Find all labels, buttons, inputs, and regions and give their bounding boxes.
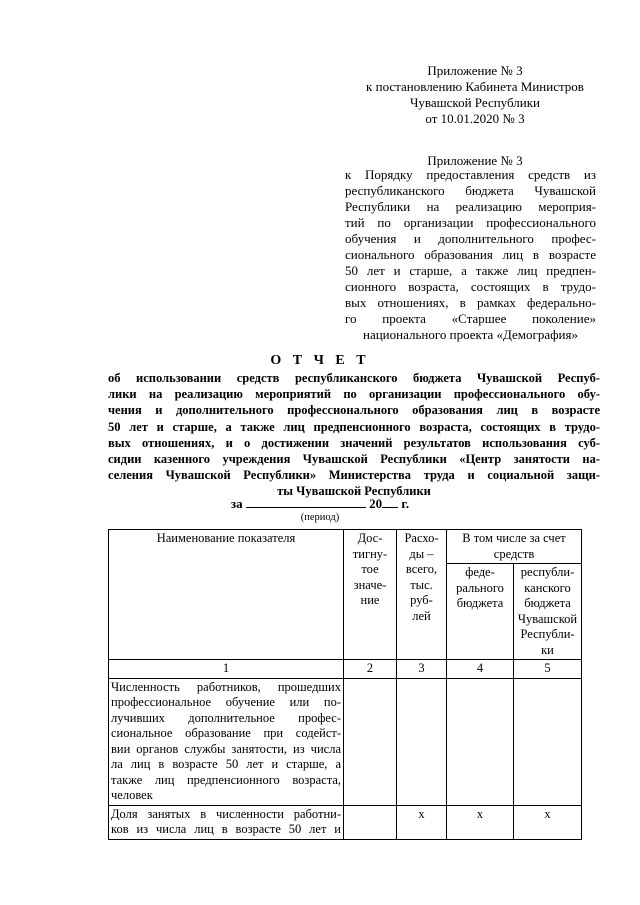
indicator-line: человек xyxy=(111,788,153,802)
period-blank-field[interactable] xyxy=(246,495,366,508)
report-subtitle xyxy=(108,370,600,500)
header-text-line: всего, xyxy=(405,562,438,576)
indicator-line: также лиц предпенсионного возраста, xyxy=(111,772,341,787)
subtitle-line: об использовании средств республиканского бюджета Чувашской Респуб- xyxy=(108,371,600,385)
appendix-line: Чувашской Республики xyxy=(409,95,541,110)
header-text-line: значе- xyxy=(353,577,387,592)
indicator-line: вии органов службы занятости, из числа xyxy=(111,741,341,756)
procedure-line: республиканского бюджета Чувашской xyxy=(345,183,596,198)
procedure-line: Республики на реализацию мероприя- xyxy=(345,199,596,214)
header-text-line: Дос- xyxy=(357,531,383,545)
expenses-cell[interactable] xyxy=(397,678,447,805)
indicator-name-cell xyxy=(109,678,344,805)
achieved-value-cell[interactable] xyxy=(344,805,397,839)
period-year-blank-field[interactable] xyxy=(382,495,398,508)
indicator-line: Численность работников, прошедших xyxy=(111,679,341,694)
report-period-line xyxy=(0,495,640,512)
header-text-line: Республи- xyxy=(520,627,575,641)
indicator-line: сиональное образование при содейст- xyxy=(111,726,341,740)
table-row xyxy=(109,678,582,805)
header-text-line: тыс. руб- xyxy=(410,577,433,607)
report-table xyxy=(108,529,582,840)
header-text-line: ние xyxy=(360,593,380,607)
header-text-line: тигну- xyxy=(352,546,388,561)
header-text-line: Чувашской xyxy=(517,611,578,626)
table-header-row xyxy=(109,530,582,564)
header-text-line: рального xyxy=(456,580,504,595)
procedure-line: 50 лет и старше, а также лиц предпен- xyxy=(345,263,596,278)
header-federal-budget xyxy=(447,564,514,660)
appendix-line: к постановлению Кабинета Министров xyxy=(366,79,584,94)
procedure-line: тий по организации профессионального xyxy=(345,215,596,230)
header-republican-budget xyxy=(514,564,582,660)
header-achieved-value xyxy=(344,530,397,660)
indicator-line: ла лиц в возрасте 50 лет и старше, а xyxy=(111,757,341,771)
procedure-line: вых отношениях, в рамках федерально- xyxy=(345,295,596,310)
column-number: 5 xyxy=(514,660,582,679)
procedure-line: к Порядку предоставления средств из xyxy=(345,167,596,182)
subtitle-line: сидии казенного учреждения Чувашской Республики «Центр занятости на- xyxy=(108,452,600,467)
subtitle-line: 50 лет и старше, а также лиц предпенсионного возраста, состоящих в трудо- xyxy=(108,419,600,434)
report-title: О Т Ч Е Т xyxy=(270,353,370,368)
column-number: 1 xyxy=(109,660,344,679)
period-suffix: г. xyxy=(401,496,410,511)
procedure-line: обучения и дополнительного профес- xyxy=(345,231,596,246)
header-text-line: Расхо- xyxy=(404,531,439,545)
procedure-line: сионального образования лиц в возрасте xyxy=(345,247,596,262)
column-number: 2 xyxy=(344,660,397,679)
header-including-funds xyxy=(447,530,582,564)
appendix-procedure-text xyxy=(345,167,596,343)
column-number-row xyxy=(109,660,582,679)
header-text-line: ды – xyxy=(409,546,434,561)
subtitle-line: вых отношениях, и о достижении значений результатов использования суб- xyxy=(108,435,600,450)
expenses-cell: x xyxy=(397,805,447,839)
table-row xyxy=(109,805,582,839)
subtitle-line: ты Чувашской Республики xyxy=(277,484,431,499)
header-text-line: феде- xyxy=(465,565,495,579)
federal-budget-cell[interactable] xyxy=(447,678,514,805)
header-text-line: бюджета xyxy=(524,596,571,610)
indicator-line: Доля занятых в численности работни- xyxy=(111,806,341,821)
federal-budget-cell: x xyxy=(447,805,514,839)
appendix-line: от 10.01.2020 № 3 xyxy=(425,111,525,126)
column-number: 3 xyxy=(397,660,447,679)
achieved-value-cell[interactable] xyxy=(344,678,397,805)
subtitle-line: селения Чувашской Республики» Министерства труда и социальной защи- xyxy=(108,468,600,483)
appendix-title: Приложение № 3 xyxy=(427,153,523,168)
indicator-name-cell xyxy=(109,805,344,839)
header-text-line: лей xyxy=(412,608,431,623)
header-text-line: республи- xyxy=(520,565,575,579)
subtitle-line: лики на реализацию мероприятий по организации профессионального обу- xyxy=(108,387,600,402)
header-text-line: тое xyxy=(361,562,379,576)
indicator-line: ков из числа лиц в возрасте 50 лет и xyxy=(111,822,341,836)
header-text-line: бюджета xyxy=(456,596,504,610)
header-indicator-name: Наименование показателя xyxy=(109,530,344,660)
republican-budget-cell[interactable] xyxy=(514,678,582,805)
period-caption: (период) xyxy=(300,512,340,523)
header-text-line: средств xyxy=(493,546,535,561)
header-expenses-total xyxy=(397,530,447,660)
column-number: 4 xyxy=(447,660,514,679)
indicator-line: лучивших дополнительное профес- xyxy=(111,710,341,725)
procedure-line: национального проекта «Демография» xyxy=(363,327,578,342)
period-prefix: за xyxy=(230,496,243,511)
indicator-line: профессиональное обучение или по- xyxy=(111,695,341,709)
appendix-header-resolution xyxy=(355,63,595,127)
period-year: 20 xyxy=(369,496,383,511)
header-text-line: ки xyxy=(541,642,554,657)
subtitle-line: чения и дополнительного профессионального образования лиц в возрасте xyxy=(108,403,600,418)
procedure-line: го проекта «Старшее поколение» xyxy=(345,311,596,326)
header-text-line: В том числе за счет xyxy=(462,531,566,545)
header-text-line: канского xyxy=(524,580,571,595)
republican-budget-cell: x xyxy=(514,805,582,839)
appendix-line: Приложение № 3 xyxy=(427,63,523,78)
procedure-line: сионного возраста, состоящих в трудо- xyxy=(345,279,596,294)
